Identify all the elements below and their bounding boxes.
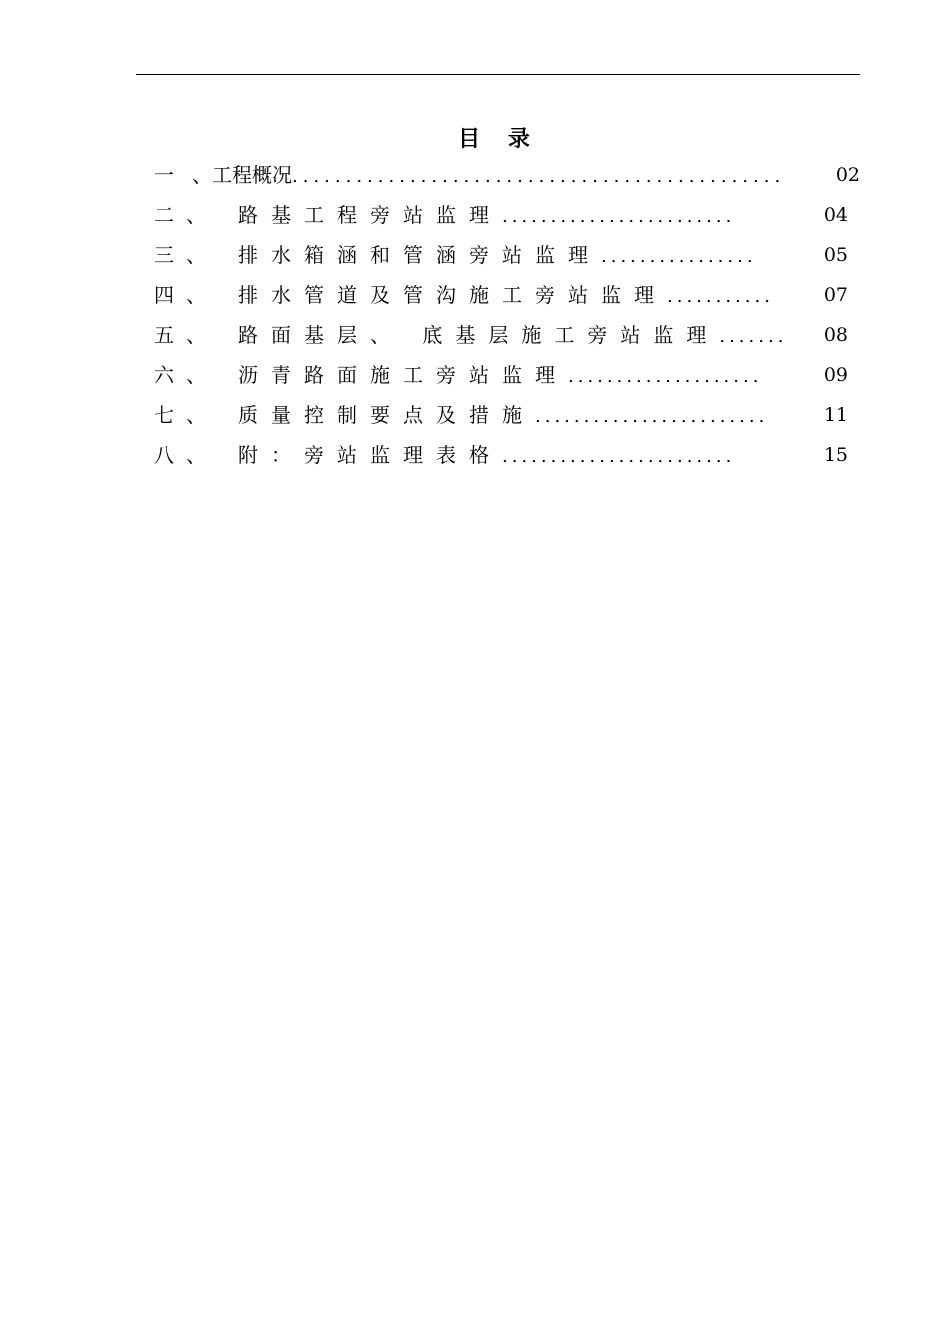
toc-item[interactable] — [154, 200, 860, 240]
toc-title: 目 录 — [458, 126, 540, 152]
toc-item[interactable] — [154, 160, 860, 200]
toc-item-number: 六、 — [154, 363, 218, 387]
toc-item-page: 09 — [823, 364, 848, 386]
toc-leader-dots: ................ — [601, 246, 757, 267]
toc-leader-dots: ........................ — [502, 206, 736, 227]
toc-item[interactable] — [154, 240, 860, 280]
toc-item[interactable] — [154, 400, 860, 440]
toc-item-page: 08 — [823, 324, 848, 346]
toc-item-label: 附：旁站监理表格........................ — [238, 443, 736, 467]
toc-item-page: 05 — [823, 244, 848, 266]
toc-item-label: 工程概况.............................................. — [212, 163, 786, 187]
toc-item-number: 一、 — [154, 163, 230, 187]
toc-item-number: 八、 — [154, 443, 218, 467]
toc-item-label: 质量控制要点及措施........................ — [238, 403, 769, 427]
toc-leader-dots: ........................ — [502, 446, 736, 467]
toc-item-label: 沥青路面施工旁站监理.................... — [238, 363, 763, 387]
toc-item-page: 11 — [823, 404, 848, 426]
toc-item-page: 02 — [835, 164, 860, 186]
toc-item-label: 排水管道及管沟施工旁站监理........... — [238, 283, 774, 307]
toc-item-page: 07 — [823, 284, 848, 306]
toc-item[interactable] — [154, 360, 860, 400]
toc-item-page: 04 — [823, 204, 848, 226]
toc-leader-dots: ........................ — [535, 406, 769, 427]
toc-item-label: 路基工程旁站监理........................ — [238, 203, 736, 227]
toc-item-page: 15 — [823, 444, 848, 466]
toc-item[interactable] — [154, 320, 860, 360]
toc-leader-dots: .............................................. — [292, 166, 786, 187]
toc-item[interactable] — [154, 440, 860, 480]
toc-item-number: 四、 — [154, 283, 218, 307]
toc-leader-dots: ....... — [719, 326, 788, 347]
toc-leader-dots: ........... — [667, 286, 774, 307]
toc-item-number: 七、 — [154, 403, 218, 427]
toc-item-label: 路面基层、 底基层施工旁站监理....... — [238, 323, 788, 347]
toc-item-number: 二、 — [154, 203, 218, 227]
table-of-contents — [154, 160, 860, 480]
toc-leader-dots: .................... — [568, 366, 763, 387]
toc-item-number: 三、 — [154, 243, 218, 267]
toc-item-number: 五、 — [154, 323, 218, 347]
toc-item-label: 排水箱涵和管涵旁站监理................ — [238, 243, 757, 267]
toc-item[interactable] — [154, 280, 860, 320]
header-rule — [136, 74, 860, 75]
